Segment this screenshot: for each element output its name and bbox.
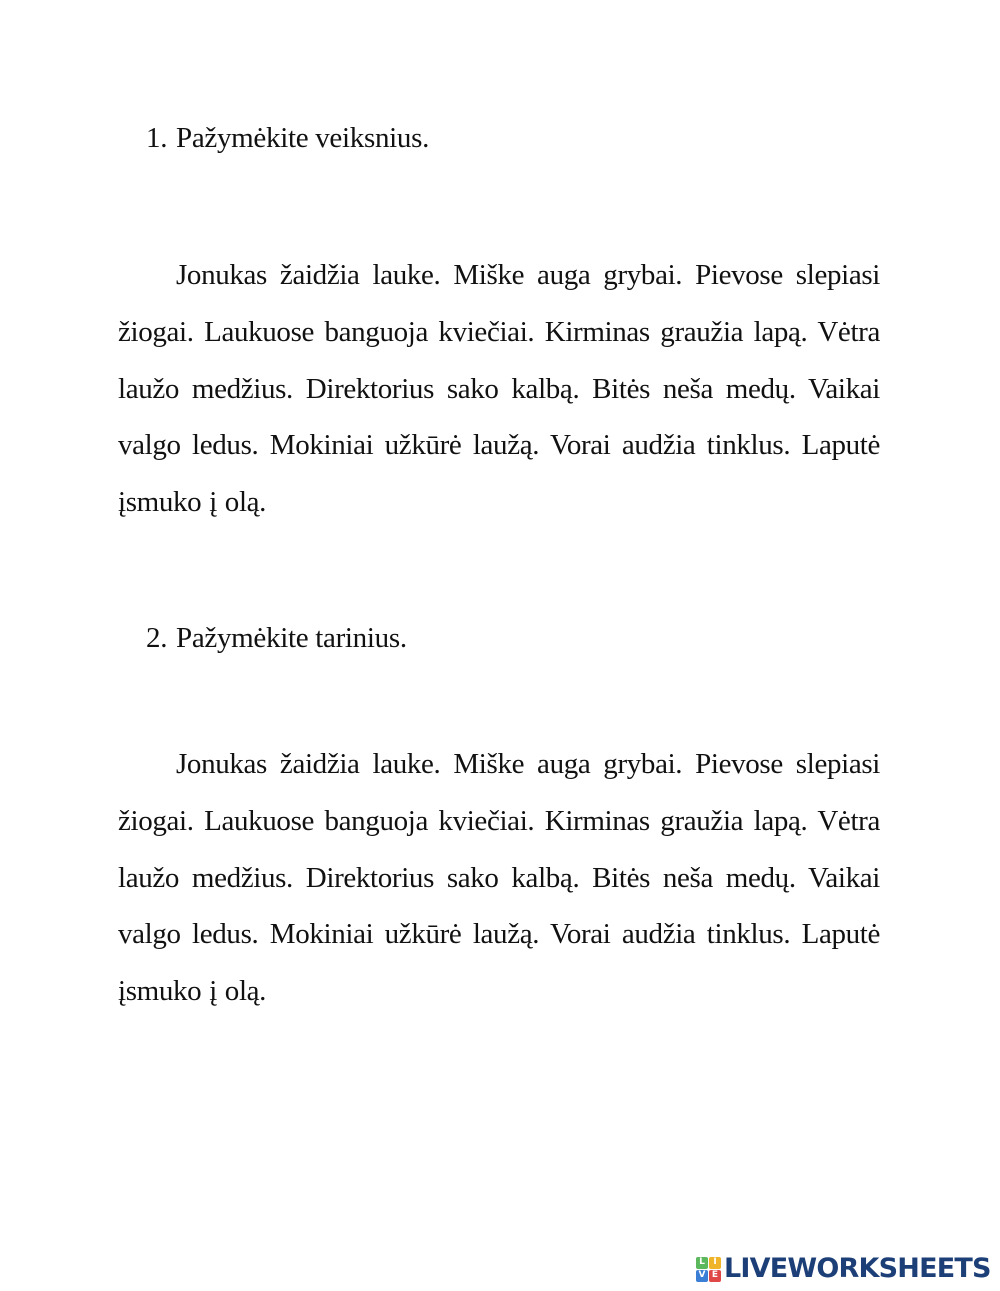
section-1-text[interactable]: Jonukas žaidžia lauke. Miške auga grybai. Pievose slepiasi žiogai. Laukuose banguoja kviečiai. Kirminas graužia lapą. Vėtra laužo medžius. Direktorius sako kalbą. Bitės neša medų. Vaikai valgo ledus. Mokiniai užkūrė laužą. Vorai audžia tinklus. Laputė įsmuko į olą. bbox=[118, 259, 880, 519]
logo-block-v: V bbox=[696, 1270, 708, 1282]
section-2-number: 2. bbox=[146, 622, 168, 654]
section-2-instruction-text: Pažymėkite tarinius. bbox=[176, 622, 407, 654]
section-1-number: 1. bbox=[146, 122, 168, 154]
logo-text: LIVEWORKSHEETS bbox=[724, 1253, 991, 1284]
live-blocks-icon bbox=[696, 1257, 721, 1282]
liveworksheets-logo bbox=[696, 1255, 991, 1283]
logo-block-l: L bbox=[696, 1257, 708, 1269]
section-1-instruction-text: Pažymėkite veiksnius. bbox=[176, 122, 430, 154]
section-1-instruction bbox=[146, 121, 429, 155]
section-2-text[interactable]: Jonukas žaidžia lauke. Miške auga grybai. Pievose slepiasi žiogai. Laukuose banguoja kviečiai. Kirminas graužia lapą. Vėtra laužo medžius. Direktorius sako kalbą. Bitės neša medų. Vaikai valgo ledus. Mokiniai užkūrė laužą. Vorai audžia tinklus. Laputė įsmuko į olą. bbox=[118, 748, 880, 1008]
section-2-instruction bbox=[146, 621, 407, 655]
logo-block-e: E bbox=[709, 1270, 721, 1282]
logo-block-i: I bbox=[709, 1257, 721, 1269]
